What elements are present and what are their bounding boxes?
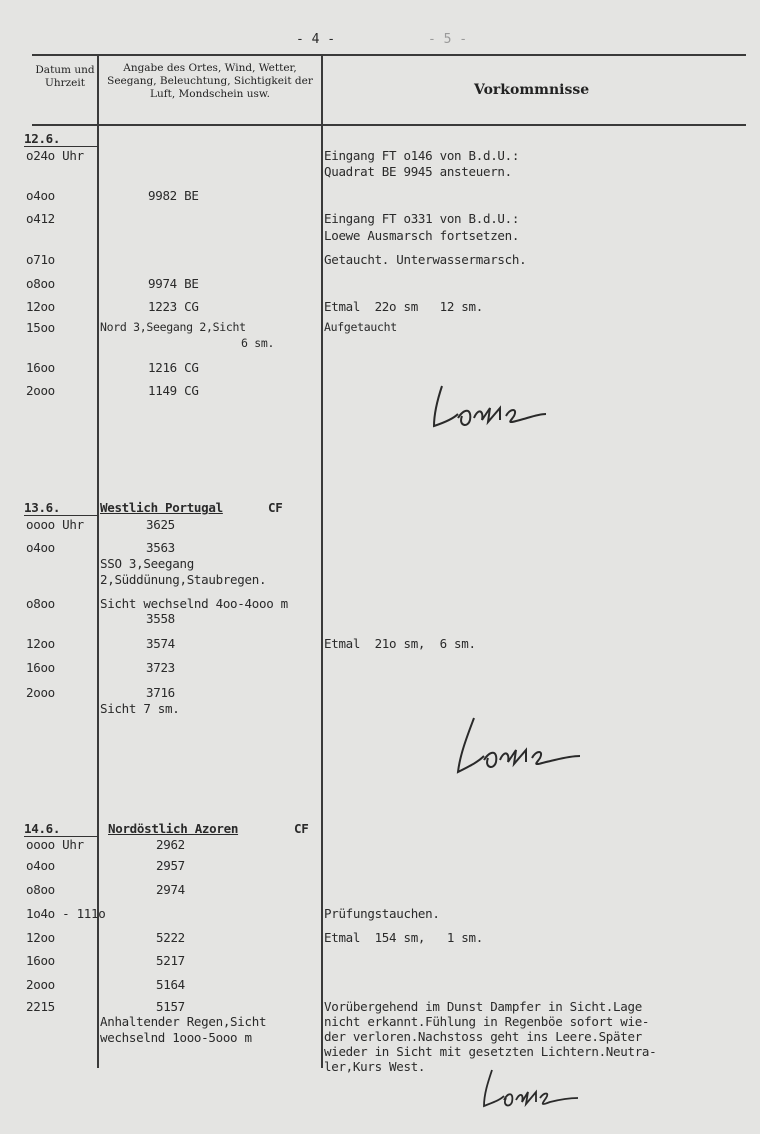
row-time: 16oo [26, 360, 55, 375]
row-time: o8oo [26, 882, 55, 897]
bleedthrough-page-number: - 5 - [428, 32, 468, 47]
date-underline [24, 515, 98, 516]
row-place: 3574 [146, 636, 175, 651]
row-time: o412 [26, 211, 55, 226]
row-event: Getaucht. Unterwassermarsch. [324, 252, 527, 267]
row-event: Etmal 21o sm, 6 sm. [324, 636, 476, 651]
row-place: 3716 [146, 685, 175, 700]
row-place: 9974 BE [148, 276, 199, 291]
section-heading: Nordöstlich Azoren [108, 821, 239, 836]
row-weather: Anhaltender Regen,Sicht wechselnd 1ooo-5ooo m [100, 1014, 267, 1045]
header-top-rule [32, 54, 746, 56]
row-place: 1216 CG [148, 360, 199, 375]
row-weather: SSO 3,Seegang 2,Süddünung,Staubregen. [100, 556, 267, 587]
row-weather: Sicht wechselnd 4oo-4ooo m [100, 596, 288, 611]
row-place: 1223 CG [148, 299, 199, 314]
row-weather: Nord 3,Seegang 2,Sicht [100, 320, 246, 334]
row-event: nicht erkannt.Fühlung in Regenböe sofort wie- [324, 1014, 650, 1029]
row-place: 2957 [156, 858, 185, 873]
row-event: ler,Kurs West. [324, 1059, 426, 1074]
section-heading-suffix: CF [268, 500, 283, 515]
row-time: 2215 [26, 999, 55, 1014]
row-time: 2ooo [26, 685, 55, 700]
row-time: o4oo [26, 188, 55, 203]
row-time: o8oo [26, 596, 55, 611]
row-weather: 6 sm. [241, 336, 275, 350]
header-events: Vorkommnisse [474, 82, 590, 98]
row-place: 3625 [146, 517, 175, 532]
row-event: Loewe Ausmarsch fortsetzen. [324, 228, 520, 243]
row-event: Eingang FT o331 von B.d.U.: [324, 211, 520, 226]
row-time: 15oo [26, 320, 55, 335]
section-date: 14.6. [24, 821, 61, 836]
row-place: 3563 [146, 540, 175, 555]
row-event: Vorübergehend im Dunst Dampfer in Sicht.Lage [324, 999, 642, 1014]
row-place: 1149 CG [148, 383, 199, 398]
section-heading: Westlich Portugal [100, 500, 223, 515]
row-event: Aufgetaucht [324, 320, 397, 334]
row-time: o24o Uhr [26, 148, 84, 163]
row-time: oooo Uhr [26, 837, 84, 852]
row-time: o4oo [26, 858, 55, 873]
row-place: 5164 [156, 977, 185, 992]
row-time: o8oo [26, 276, 55, 291]
section-date: 13.6. [24, 500, 61, 515]
row-time: o4oo [26, 540, 55, 555]
date-underline [24, 146, 98, 147]
section-heading-suffix: CF [294, 821, 309, 836]
row-place: 2962 [156, 837, 185, 852]
header-bottom-rule [32, 124, 746, 126]
row-weather: Sicht 7 sm. [100, 701, 180, 716]
row-time: 12oo [26, 930, 55, 945]
row-time: 1o4o - 111o [26, 906, 106, 921]
row-event: Quadrat BE 9945 ansteuern. [324, 164, 512, 179]
row-place: 3558 [146, 611, 175, 626]
row-event: wieder in Sicht mit gesetzten Lichtern.Neutra- [324, 1044, 657, 1059]
row-event: der verloren.Nachstoss geht ins Leere.Später [324, 1029, 642, 1044]
header-location: Angabe des Ortes, Wind, Wetter, Seegang, Beleuchtung, Sichtigkeit der Luft, Mondschein usw. [107, 62, 313, 100]
header-date-time: Datum und Uhrzeit [35, 64, 95, 89]
row-event: Etmal 22o sm 12 sm. [324, 299, 483, 314]
row-place: 9982 BE [148, 188, 199, 203]
row-place: 5222 [156, 930, 185, 945]
signature-loewe [478, 1066, 588, 1116]
row-place: 3723 [146, 660, 175, 675]
row-time: 12oo [26, 299, 55, 314]
row-time: o71o [26, 252, 55, 267]
row-time: oooo Uhr [26, 517, 84, 532]
row-event: Prüfungstauchen. [324, 906, 440, 921]
row-time: 2ooo [26, 383, 55, 398]
column-divider-2 [321, 56, 323, 1068]
row-time: 16oo [26, 953, 55, 968]
page-number: - 4 - [296, 32, 336, 47]
row-place: 2974 [156, 882, 185, 897]
signature-loewe [428, 378, 558, 438]
row-time: 16oo [26, 660, 55, 675]
row-place: 5157 [156, 999, 185, 1014]
row-event: Etmal 154 sm, 1 sm. [324, 930, 483, 945]
row-event: Eingang FT o146 von B.d.U.: [324, 148, 520, 163]
row-place: 5217 [156, 953, 185, 968]
row-time: 2ooo [26, 977, 55, 992]
section-date: 12.6. [24, 131, 61, 146]
signature-loewe [448, 712, 588, 782]
row-time: 12oo [26, 636, 55, 651]
